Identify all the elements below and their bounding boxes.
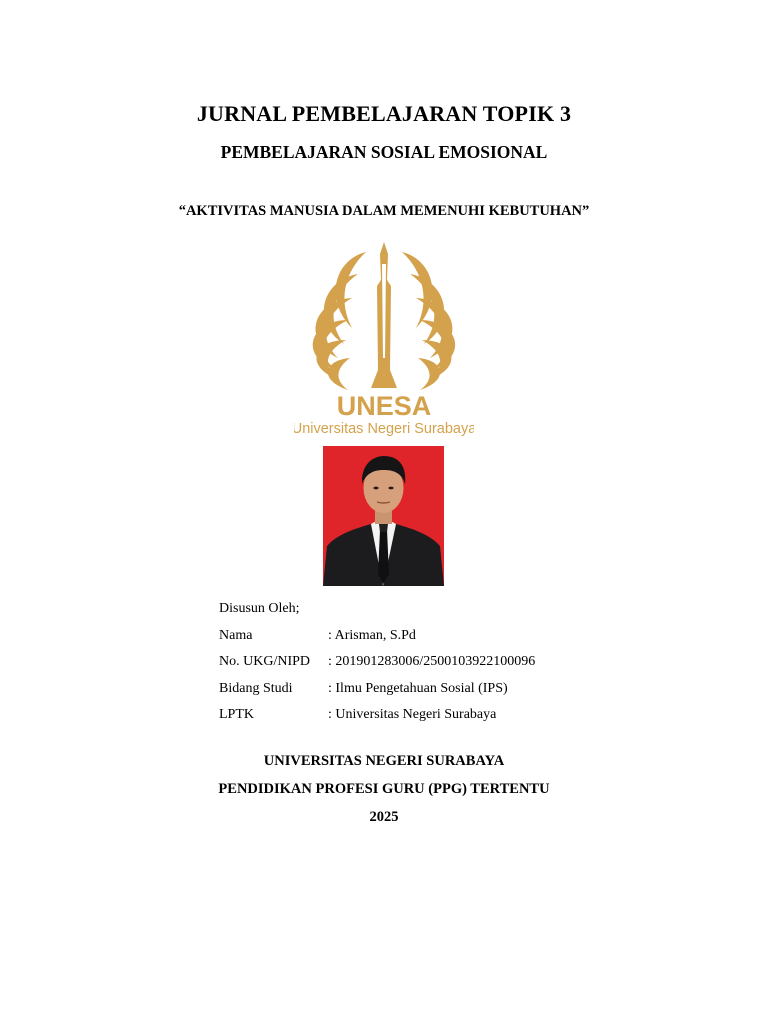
info-value: : Universitas Negeri Surabaya <box>328 707 497 722</box>
info-label: LPTK <box>219 707 254 722</box>
info-label: No. UKG/NIPD <box>219 654 310 669</box>
footer-year: 2025 <box>369 809 399 825</box>
info-value: : Arisman, S.Pd <box>328 627 416 643</box>
logo-tagline: Universitas Negeri Surabaya <box>294 421 474 437</box>
document-subtitle: PEMBELAJARAN SOSIAL EMOSIONAL <box>220 142 548 162</box>
author-photo <box>323 446 444 586</box>
info-value: : 201901283006/2500103922100096 <box>328 654 536 669</box>
author-heading: Disusun Oleh; <box>219 601 300 616</box>
info-row-bidang-studi <box>219 676 535 703</box>
document-title: JURNAL PEMBELAJARAN TOPIK 3 <box>196 101 572 126</box>
info-row-nama <box>219 623 535 650</box>
info-label: Bidang Studi <box>219 680 293 696</box>
unesa-emblem-icon <box>294 240 474 440</box>
author-portrait-icon <box>323 446 444 586</box>
footer-institution: UNIVERSITAS NEGERI SURABAYA <box>263 753 505 769</box>
info-row-nipd <box>219 649 535 676</box>
logo-wordmark: UNESA <box>336 391 432 421</box>
document-theme: “AKTIVITAS MANUSIA DALAM MEMENUHI KEBUTUHAN” <box>178 203 590 219</box>
info-value: : Ilmu Pengetahuan Sosial (IPS) <box>328 680 508 696</box>
author-info <box>219 596 535 729</box>
footer-program: PENDIDIKAN PROFESI GURU (PPG) TERTENTU <box>218 781 550 797</box>
info-row-lptk <box>219 702 535 729</box>
unesa-logo <box>294 240 474 440</box>
info-label: Nama <box>219 627 253 643</box>
